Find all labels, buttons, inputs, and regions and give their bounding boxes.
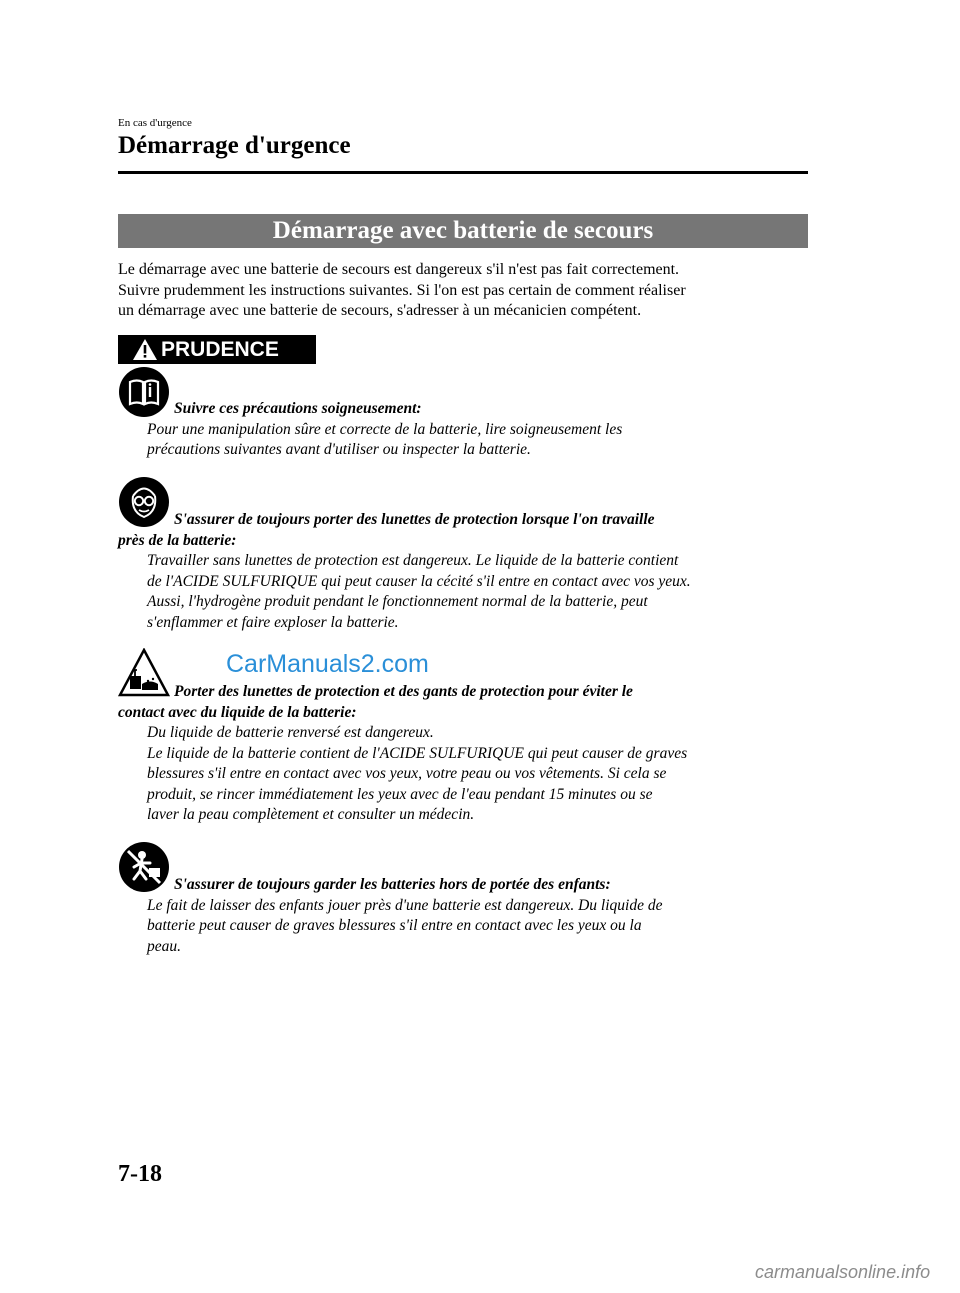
intro-line: Suivre prudemment les instructions suivantes. Si l'on est pas certain de comment réaliser <box>118 281 686 299</box>
warning-manual <box>118 399 808 461</box>
watermark: CarManuals2.com <box>226 650 429 678</box>
warning-body-line: blessures s'il entre en contact avec vos yeux, votre peau ou vos vêtements. Si cela se <box>147 765 667 782</box>
intro-line: un démarrage avec une batterie de secours, s'adresser à un mécanicien compétent. <box>118 302 642 319</box>
warning-body-line: batterie peut causer de graves blessures s'il entre en contact avec les yeux ou la <box>147 917 642 934</box>
warning-title <box>118 682 808 723</box>
warning-body-line: produit, se rincer immédiatement les yeux avec de l'eau pendant 15 minutes ou se <box>147 785 653 803</box>
warning-eye-protection <box>118 510 808 633</box>
header-rule <box>118 171 808 174</box>
warning-title-line: Porter des lunettes de protection et des gants de protection pour éviter le <box>174 683 633 700</box>
warning-body-line: Aussi, l'hydrogène produit pendant le fonctionnement normal de la batterie, peut <box>147 593 648 610</box>
warning-children <box>118 875 808 957</box>
caution-label: PRUDENCE <box>161 338 279 361</box>
breadcrumb: En cas d'urgence <box>118 117 192 129</box>
warning-body-line: peau. <box>147 937 182 955</box>
footer-site-logo: carmanualsonline.info <box>755 1262 931 1282</box>
warning-body-line: laver la peau complètement et consulter un médecin. <box>147 806 475 823</box>
intro-line: Le démarrage avec une batterie de secours est dangereux s'il n'est pas fait correctement. <box>118 261 680 278</box>
warning-body-line: Travailler sans lunettes de protection est dangereux. Le liquide de la batterie contient <box>147 552 679 569</box>
warning-body-line: Le fait de laisser des enfants jouer près d'une batterie est dangereux. Du liquide de <box>147 896 663 914</box>
warning-body-line: précautions suivantes avant d'utiliser ou inspecter la batterie. <box>147 441 531 458</box>
page-number: 7-18 <box>118 1161 162 1187</box>
chapter-title: Démarrage d'urgence <box>118 132 351 159</box>
warning-body-line: Du liquide de batterie renversé est dangereux. <box>147 724 434 741</box>
warning-title-line: contact avec du liquide de la batterie: <box>118 703 357 721</box>
warning-title: Suivre ces précautions soigneusement: <box>174 400 422 417</box>
warning-body-line: de l'ACIDE SULFURIQUE qui peut causer la cécité s'il entre en contact avec vos yeux. <box>147 572 691 590</box>
warning-title-line: près de la batterie: <box>118 531 237 549</box>
warning-body-line: s'enflammer et faire exploser la batterie. <box>147 613 399 631</box>
caution-badge <box>118 335 316 364</box>
warning-triangle-icon <box>132 338 158 361</box>
warning-title: S'assurer de toujours garder les batteries hors de portée des enfants: <box>174 876 611 893</box>
warning-body-line: Le liquide de la batterie contient de l'ACIDE SULFURIQUE qui peut causer de graves <box>147 744 688 762</box>
warning-title <box>118 510 808 551</box>
intro-paragraph <box>118 260 808 322</box>
warning-title-line: S'assurer de toujours porter des lunettes de protection lorsque l'on travaille <box>174 511 655 528</box>
section-title: Démarrage avec batterie de secours <box>118 214 808 248</box>
warning-body-line: Pour une manipulation sûre et correcte de la batterie, lire soigneusement les <box>147 420 623 438</box>
warning-corrosive <box>118 682 808 826</box>
